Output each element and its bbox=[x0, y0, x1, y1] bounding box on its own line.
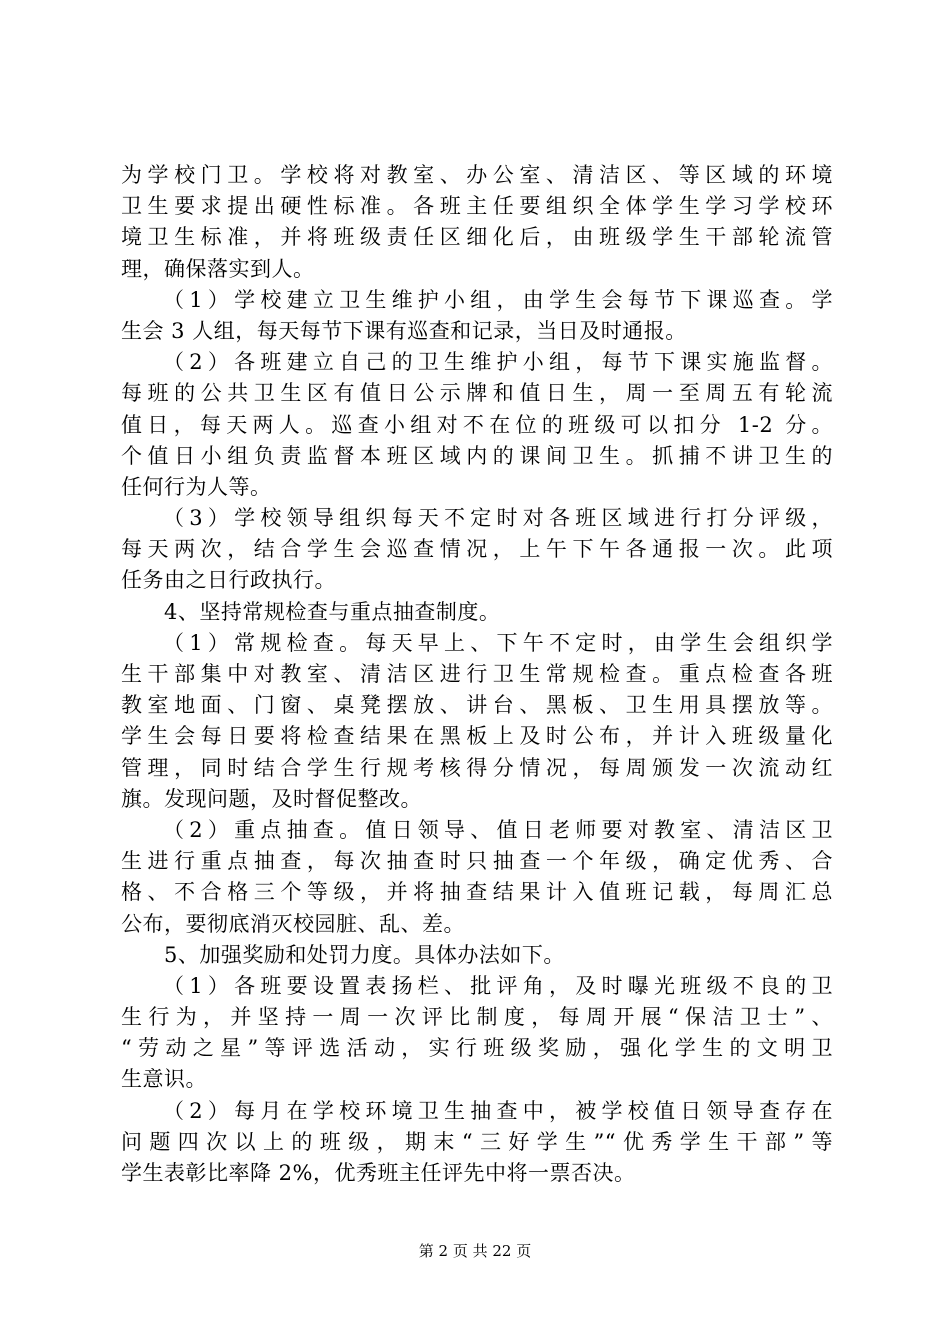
text-line: （3）学校领导组织每天不定时对各班区域进行打分评级， bbox=[121, 506, 833, 531]
text-line: 生意识。 bbox=[121, 1067, 207, 1092]
text-line: 生干部集中对教室、清洁区进行卫生常规检查。重点检查各班 bbox=[121, 662, 833, 686]
text-line: （1）常规检查。每天早上、下午不定时，由学生会组织学 bbox=[121, 630, 833, 655]
text-line: 每天两次，结合学生会巡查情况，上午下午各通报一次。此项 bbox=[121, 537, 833, 562]
text-line: 境卫生标准，并将班级责任区细化后，由班级学生干部轮流管 bbox=[121, 225, 833, 250]
text-line: 卫生要求提出硬性标准。各班主任要组织全体学生学习学校环 bbox=[121, 194, 833, 219]
paragraph-item-1 bbox=[121, 285, 833, 347]
text-line: 公布，要彻底消灭校园脏、乱、差。 bbox=[121, 911, 465, 936]
text-line: 每班的公共卫生区有值日公示牌和值日生，周一至周五有轮流 bbox=[121, 381, 833, 406]
text-line: （1）学校建立卫生维护小组，由学生会每节下课巡查。学 bbox=[121, 287, 833, 312]
paragraph-item-2 bbox=[121, 347, 833, 503]
text-line: 任务由之日行政执行。 bbox=[121, 568, 336, 593]
page-number-footer: 第 2 页 共 22 页 bbox=[418, 1242, 532, 1260]
text-line: 格、不合格三个等级，并将抽查结果计入值班记载，每周汇总 bbox=[121, 880, 833, 905]
text-line: （2）各班建立自己的卫生维护小组，每节下课实施监督。 bbox=[121, 350, 833, 375]
text-line: 4、坚持常规检查与重点抽查制度。 bbox=[121, 599, 501, 624]
paragraph-spot-check bbox=[121, 815, 833, 940]
section-heading-5 bbox=[121, 940, 833, 971]
text-line: （1）各班要设置表扬栏、批评角，及时曝光班级不良的卫 bbox=[121, 973, 833, 998]
text-line: 值日，每天两人。巡查小组对不在位的班级可以扣分 1-2 分。 bbox=[121, 412, 833, 437]
text-line: 生会 3 人组，每天每节下课有巡查和记录，当日及时通报。 bbox=[121, 318, 687, 343]
paragraph-penalties bbox=[121, 1096, 833, 1190]
text-line: 教室地面、门窗、桌凳摆放、讲台、黑板、卫生用具摆放等。 bbox=[121, 693, 833, 718]
paragraph-rewards bbox=[121, 971, 833, 1096]
document-body bbox=[121, 160, 833, 1189]
text-line: 学生会每日要将检查结果在黑板上及时公布，并计入班级量化 bbox=[121, 724, 833, 749]
paragraph-routine-check bbox=[121, 628, 833, 815]
text-line: 个值日小组负责监督本班区域内的课间卫生。抓捕不讲卫生的 bbox=[121, 443, 833, 468]
text-line: 旗。发现问题，及时督促整改。 bbox=[121, 786, 422, 811]
text-line: 理，确保落实到人。 bbox=[121, 256, 315, 281]
text-line: 生进行重点抽查，每次抽查时只抽查一个年级，确定优秀、合 bbox=[121, 849, 833, 874]
text-line: （2）重点抽查。值日领导、值日老师要对教室、清洁区卫 bbox=[121, 817, 833, 842]
text-line: 生行为，并坚持一周一次评比制度，每周开展“保洁卫士”、 bbox=[121, 1005, 833, 1030]
text-line: 为学校门卫。学校将对教室、办公室、清洁区、等区域的环境 bbox=[121, 163, 833, 187]
text-line: （2）每月在学校环境卫生抽查中，被学校值日领导查存在 bbox=[121, 1098, 833, 1123]
text-line: “劳动之星”等评选活动，实行班级奖励，强化学生的文明卫 bbox=[121, 1036, 833, 1061]
text-line: 管理，同时结合学生行规考核得分情况，每周颁发一次流动红 bbox=[121, 755, 833, 780]
text-line: 5、加强奖励和处罚力度。具体办法如下。 bbox=[121, 942, 565, 967]
text-line: 任何行为人等。 bbox=[121, 474, 272, 499]
paragraph-item-3 bbox=[121, 503, 833, 597]
section-heading-4 bbox=[121, 597, 833, 628]
text-line: 问题四次以上的班级，期末“三好学生”“优秀学生干部”等 bbox=[121, 1129, 833, 1154]
paragraph-intro bbox=[121, 160, 833, 285]
text-line: 学生表彰比率降 2%，优秀班主任评先中将一票否决。 bbox=[121, 1161, 636, 1185]
